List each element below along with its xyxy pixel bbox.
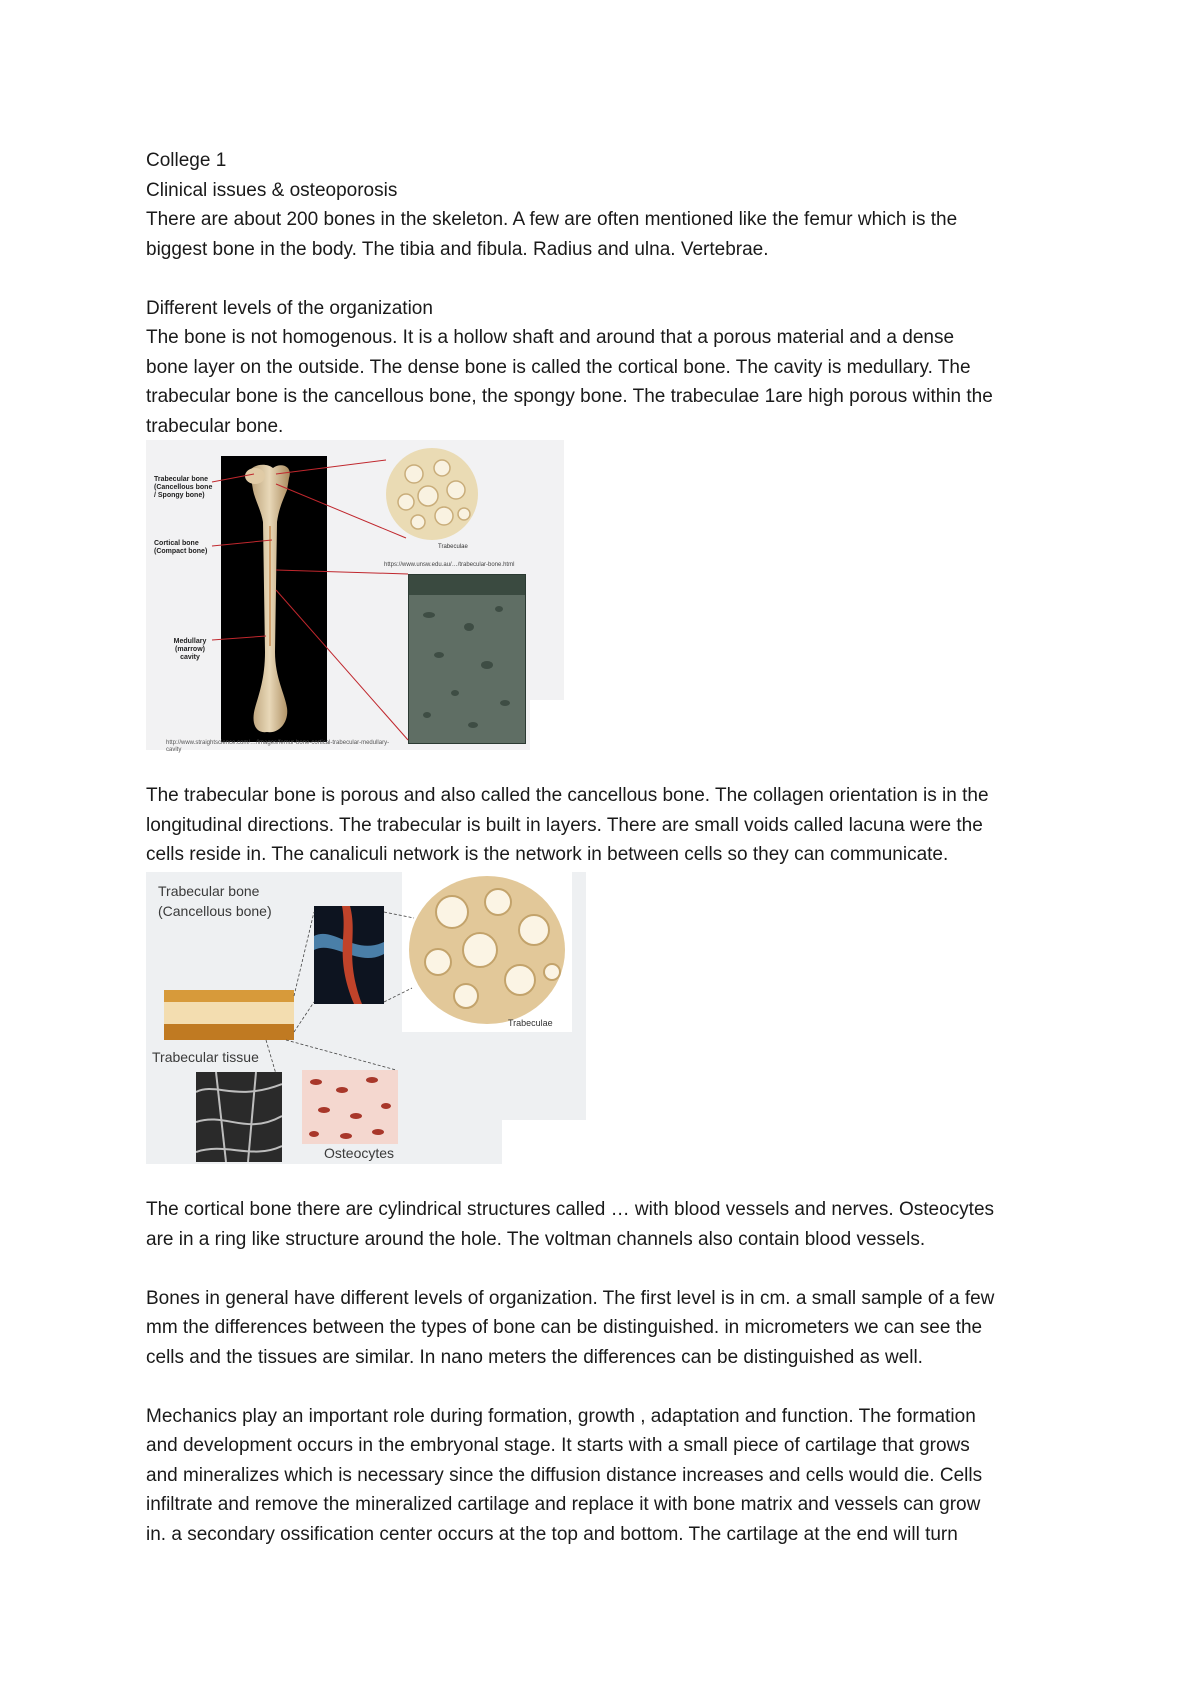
text-line: Different levels of the organization — [146, 297, 433, 319]
trabeculae-label: Trabeculae — [508, 1018, 553, 1028]
text-line: bone layer on the outside. The dense bone is called the cortical bone. The cavity is medullary. The — [146, 356, 971, 378]
source-url-top: https://www.unsw.edu.au/…/trabecular-bone.html — [384, 562, 515, 568]
paragraph-gap — [146, 1372, 1076, 1402]
text-line: There are about 200 bones in the skeleton. A few are often mentioned like the femur which is the — [146, 209, 958, 230]
text-line: cells reside in. The canaliculi network is the network in between cells so they can communicate. — [146, 844, 949, 865]
text-line: trabecular bone. — [146, 415, 284, 437]
femur-figure — [146, 440, 564, 753]
trabecular-bone-label: Trabecular bone (Cancellous bone / Spongy bone) — [154, 476, 213, 499]
cancellous-bone-label: (Cancellous bone) — [158, 903, 272, 919]
text-line: biggest bone in the body. The tibia and fibula. Radius and ulna. Vertebrae. — [146, 238, 769, 260]
figure2-pointer-lines — [146, 872, 586, 1164]
source-url-bottom: http://www.straightscience.com/…/images/femur-bone-cortical-trabecular-medullary-cavity — [166, 740, 390, 753]
text-line: Bones in general have different levels of organization. The first level is in cm. a small sample of a few — [146, 1287, 995, 1309]
text-line: The cortical bone there are cylindrical structures called … with blood vessels and nerves. Osteocytes — [146, 1199, 995, 1220]
text-line: cells and the tissues are similar. In nano meters the differences can be distinguished as well. — [146, 1346, 923, 1368]
text-block-mid — [146, 781, 1076, 870]
text-line: The trabecular bone is porous and also called the cancellous bone. The collagen orientation is in the — [146, 785, 989, 806]
text-line: Clinical issues & osteoporosis — [146, 179, 398, 201]
trabecular-bone-label: Trabecular bone — [158, 883, 260, 899]
medullary-cavity-label: Medullary (marrow) cavity — [173, 638, 207, 661]
text-line: infiltrate and remove the mineralized cartilage and replace it with bone matrix and vessels can grow — [146, 1494, 981, 1515]
text-line: The bone is not homogenous. It is a hollow shaft and around that a porous material and a dense — [146, 327, 955, 348]
text-line: and development occurs in the embryonal stage. It starts with a small piece of cartilage that grows — [146, 1435, 970, 1456]
text-line: and mineralizes which is necessary since the diffusion distance increases and cells would die. Cells — [146, 1464, 983, 1486]
figure1-pointer-lines — [146, 440, 564, 750]
text-line: trabecular bone is the cancellous bone, the spongy bone. The trabeculae 1are high porous within the — [146, 386, 993, 407]
trabecular-figure — [146, 872, 586, 1164]
text-line: Mechanics play an important role during formation, growth , adaptation and function. The formation — [146, 1405, 976, 1427]
text-line: longitudinal directions. The trabecular is built in layers. There are small voids called lacuna were the — [146, 814, 983, 836]
text-line: mm the differences between the types of bone can be distinguished. in micrometers we can see the — [146, 1317, 983, 1338]
text-block-top — [146, 146, 1076, 441]
text-line: College 1 — [146, 150, 227, 171]
cortical-bone-label: Cortical bone (Compact bone) — [154, 540, 208, 555]
osteocytes-label: Osteocytes — [324, 1145, 395, 1161]
paragraph-gap — [146, 264, 1076, 294]
text-block-bottom — [146, 1195, 1076, 1549]
trabeculae-label: Trabeculae — [438, 544, 468, 550]
trabecular-tissue-label: Trabecular tissue — [152, 1049, 259, 1065]
paragraph-gap — [146, 1254, 1076, 1284]
text-line: in. a secondary ossification center occurs at the top and bottom. The cartilage at the end will turn — [146, 1523, 958, 1545]
text-line: are in a ring like structure around the hole. The voltman channels also contain blood vessels. — [146, 1228, 926, 1250]
